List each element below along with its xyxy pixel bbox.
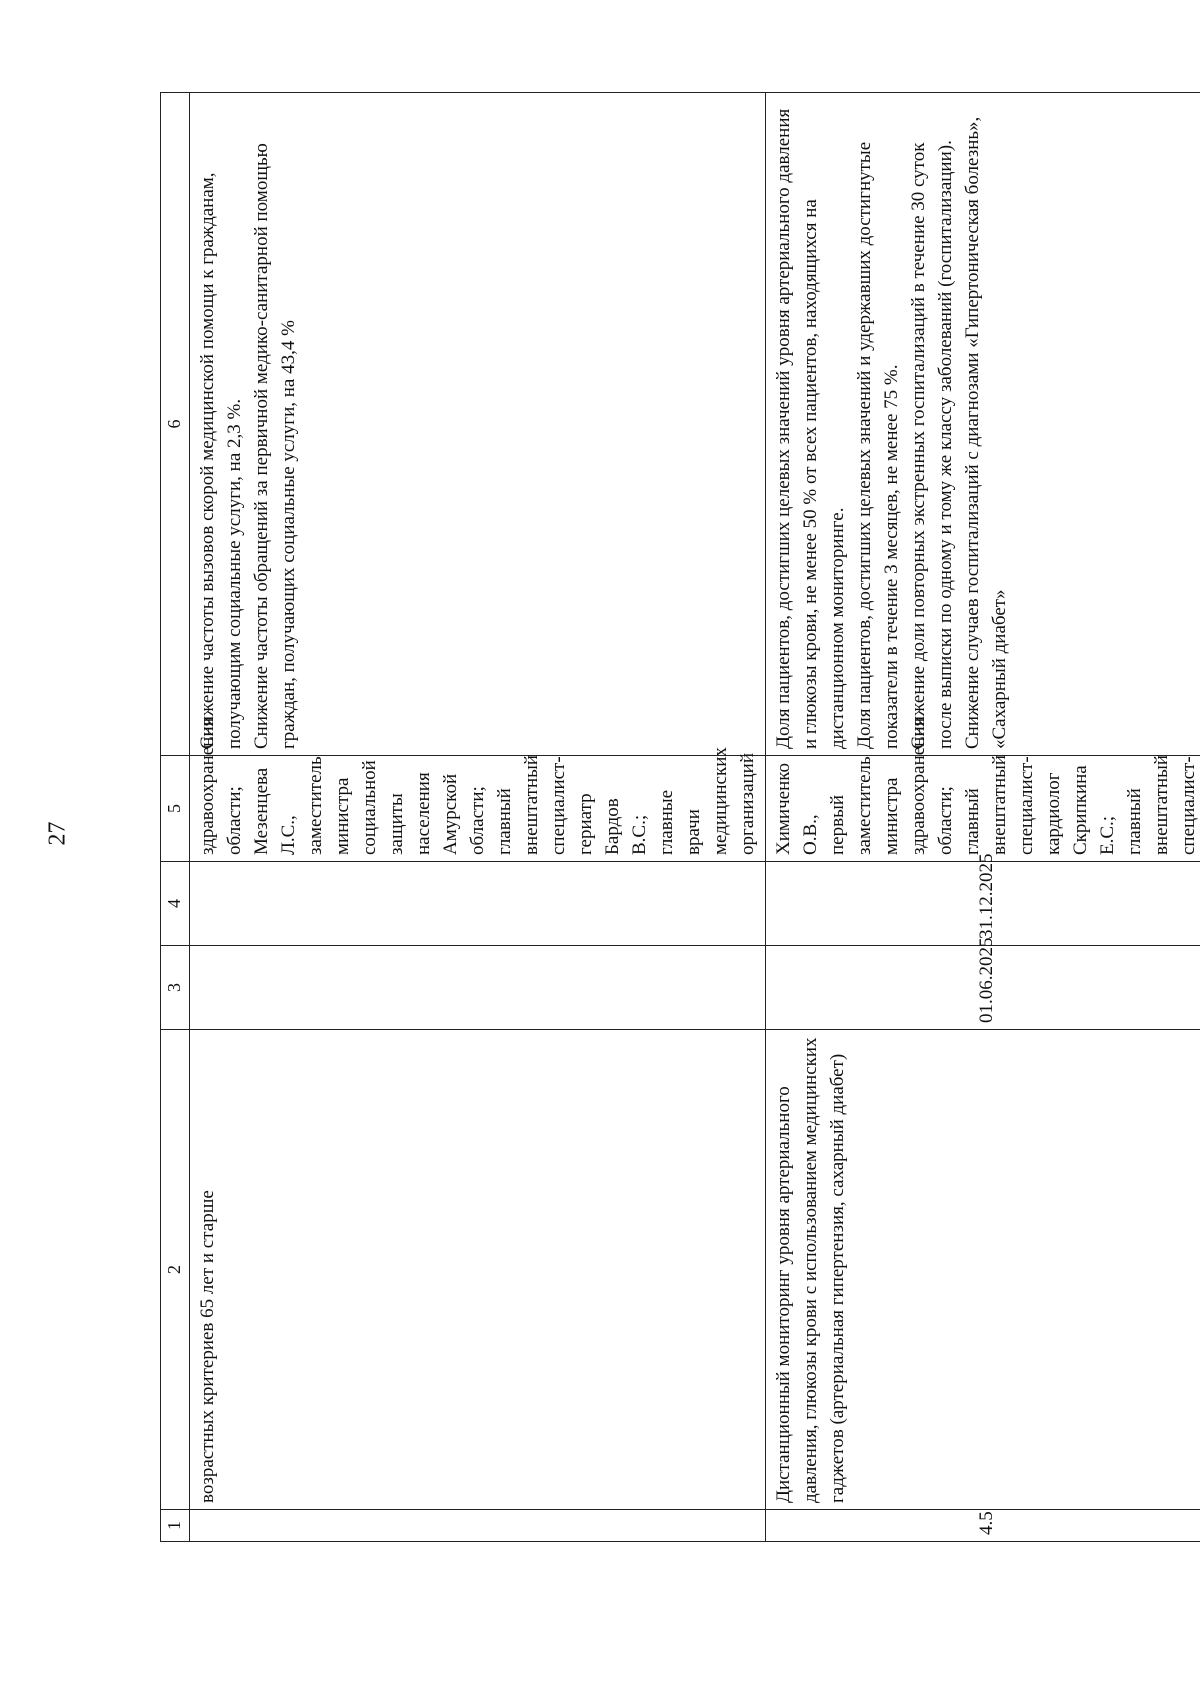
header-row: [161, 93, 190, 1542]
row-b-activity: Дистанционный мониторинг уровня артериального давления, глюкозы крови с использованием медицинских гаджетов (артериальная гипертензия, сахарный диабет): [766, 1030, 1200, 1510]
row-b-responsible: Химиченко О.В., первый заместитель министра здравоохранения области; главный внештатный специалист-кардиолог Скрипкина Е.С.; главный внештатный специалист-: [766, 756, 1200, 862]
page-number: 27: [44, 821, 71, 846]
row-b-result: Доля пациентов, достигших целевых значений уровня артериального давления и глюкозы крови, не менее 50 % от всех пациентов, находящихся на дистанционном мониторинге. Доля пациентов, достигших целевых значений и удержавших достигнутые показатели в течение 3 месяцев, не менее 75 %. Снижение доли повторных экстренных госпитализаций в течение 30 суток после выписки по одному и тому же классу заболеваний (госпитализации). Снижение случаев госпитализаций с диагнозами «Гипертоническая болезнь», «Сахарный диабет»: [766, 93, 1200, 756]
row-b-end-date: 31.12.2025: [766, 862, 1200, 946]
header-col-5: 5: [161, 756, 190, 862]
row-a-end-date: [190, 862, 766, 946]
plan-table: [160, 92, 1200, 1542]
header-col-2: 2: [161, 1030, 190, 1510]
header-col-3: 3: [161, 946, 190, 1030]
table-row: [766, 93, 1200, 1542]
row-a-start-date: [190, 946, 766, 1030]
header-col-6: 6: [161, 93, 190, 756]
row-a-activity: возрастных критериев 65 лет и старше: [190, 1030, 766, 1510]
row-a-result: Снижение частоты вызовов скорой медицинской помощи к гражданам, получающим социальные услуги, на 2,3 %. Снижение частоты обращений за первичной медико-санитарной помощью граждан, получающих социальные услуги, на 43,4 %: [190, 93, 766, 756]
table-row: [190, 93, 766, 1542]
row-a-responsible: здравоохранения области; Мезенцева Л.С., заместитель министра социальной защиты населения Амурской области; главный внештатный специалист-гериатр Бардов В.С.; главные врачи медицинских организаций: [190, 756, 766, 862]
header-col-1: 1: [161, 1510, 190, 1542]
row-a-col1: [190, 1510, 766, 1542]
row-b-start-date: 01.06.2025: [766, 946, 1200, 1030]
header-col-4: 4: [161, 862, 190, 946]
rotated-table-container: [160, 92, 1199, 1542]
row-b-number: 4.5: [766, 1510, 1200, 1542]
